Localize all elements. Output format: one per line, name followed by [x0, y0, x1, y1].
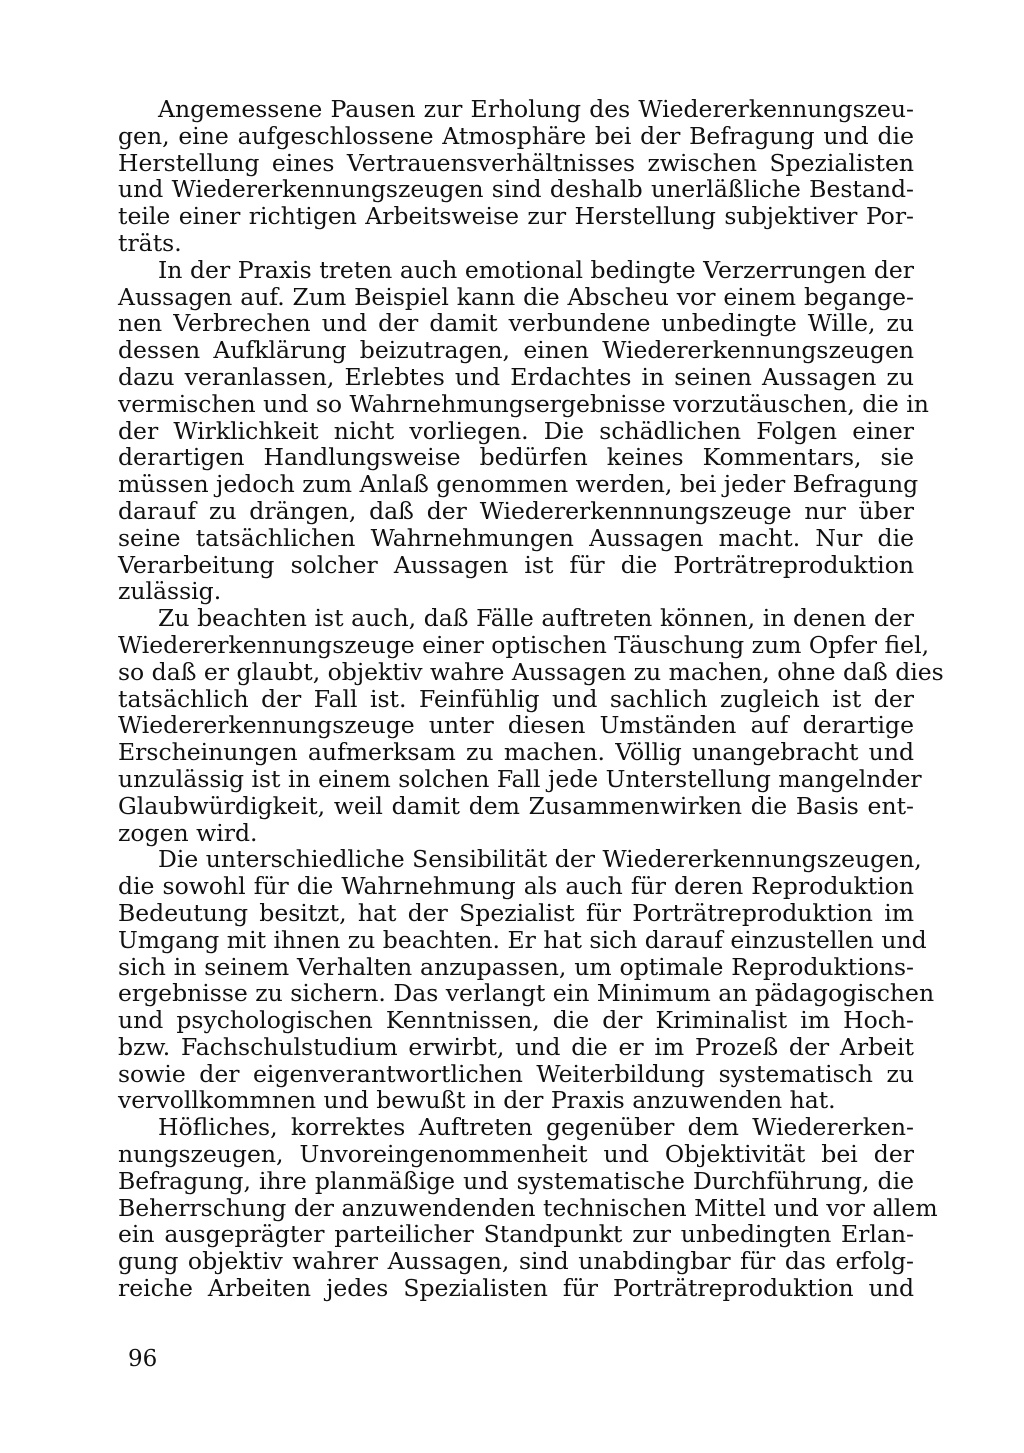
text-line: sich in seinem Verhalten anzupassen, um optimale Reproduktions- [118, 952, 914, 981]
text-line: Umgang mit ihnen zu beachten. Er hat sich darauf einzustellen und [118, 925, 927, 954]
paragraph [118, 604, 944, 847]
text-line: Herstellung eines Vertrauensverhältnisses zwischen Spezialisten [118, 148, 914, 177]
text-line: Wiedererkennungszeuge unter diesen Umständen auf derartige [118, 711, 914, 740]
text-line: zogen wird. [118, 818, 258, 847]
text-line: Wiedererkennungszeuge einer optischen Täuschung zum Opfer fiel, [118, 630, 930, 659]
text-line: Verarbeitung solcher Aussagen ist für die Porträtreproduktion [118, 550, 914, 579]
text-line: der Wirklichkeit nicht vorliegen. Die schädlichen Folgen einer [118, 416, 914, 445]
text-line: so daß er glaubt, objektiv wahre Aussagen zu machen, ohne daß dies [118, 657, 944, 686]
text-line: müssen jedoch zum Anlaß genommen werden, bei jeder Befragung [118, 470, 919, 499]
text-line: die sowohl für die Wahrnehmung als auch für deren Reproduktion [118, 872, 914, 901]
paragraph [118, 255, 929, 606]
text-line: träts. [118, 228, 182, 257]
text-line: Glaubwürdigkeit, weil damit dem Zusammenwirken die Basis ent- [118, 791, 914, 820]
text-line: reiche Arbeiten jedes Spezialisten für Porträtreproduktion und [118, 1274, 914, 1303]
text-line: vervollkommnen und bewußt in der Praxis anzuwenden hat. [118, 1086, 836, 1115]
text-line: darauf zu drängen, daß der Wiedererkennnungszeuge nur über [118, 496, 914, 525]
text-line: In der Praxis treten auch emotional bedingte Verzerrungen der [158, 255, 914, 284]
page-number: 96 [128, 1346, 158, 1372]
text-line: dazu veranlassen, Erlebtes und Erdachtes in seinen Aussagen zu [118, 362, 914, 391]
text-line: ein ausgeprägter parteilicher Standpunkt zur unbedingten Erlan- [118, 1220, 914, 1249]
text-line: teile einer richtigen Arbeitsweise zur Herstellung subjektiver Por- [118, 202, 914, 231]
text-line: ergebnisse zu sichern. Das verlangt ein Minimum an pädagogischen [118, 979, 935, 1008]
text-line: sowie der eigenverantwortlichen Weiterbildung systematisch zu [118, 1059, 914, 1088]
text-line: seine tatsächlichen Wahrnehmungen Aussagen macht. Nur die [118, 523, 914, 552]
text-line: nungszeugen, Unvoreingenommenheit und Objektivität bei der [118, 1140, 914, 1169]
paragraph [118, 845, 935, 1115]
text-line: und psychologischen Kenntnissen, die der Kriminalist im Hoch- [118, 1006, 914, 1035]
text-line: derartigen Handlungsweise bedürfen keines Kommentars, sie [118, 443, 914, 472]
text-line: Aussagen auf. Zum Beispiel kann die Abscheu vor einem begange- [118, 282, 914, 311]
text-line: und Wiedererkennungszeugen sind deshalb unerläßliche Bestand- [118, 175, 914, 204]
text-line: Befragung, ihre planmäßige und systematische Durchführung, die [118, 1166, 914, 1195]
text-line: Bedeutung besitzt, hat der Spezialist für Porträtreproduktion im [118, 898, 914, 927]
paragraph [118, 1113, 938, 1303]
text-line: Angemessene Pausen zur Erholung des Wiedererkennungszeu- [158, 95, 914, 123]
text-line: gung objektiv wahrer Aussagen, sind unabdingbar für das erfolg- [118, 1247, 914, 1276]
text-line: Beherrschung der anzuwendenden technischen Mittel und vor allem [118, 1193, 938, 1222]
text-line: vermischen und so Wahrnehmungsergebnisse vorzutäuschen, die in [118, 389, 929, 418]
text-line: Zu beachten ist auch, daß Fälle auftreten können, in denen der [158, 604, 914, 633]
text-line: tatsächlich der Fall ist. Feinfühlig und sachlich zugleich ist der [118, 684, 914, 713]
text-line: unzulässig ist in einem solchen Fall jede Unterstellung mangelnder [118, 764, 922, 793]
text-line: dessen Aufklärung beizutragen, einen Wiedererkennungszeugen [118, 336, 914, 365]
text-line: nen Verbrechen und der damit verbundene unbedingte Wille, zu [118, 309, 914, 338]
text-line: Die unterschiedliche Sensibilität der Wiedererkennungszeugen, [158, 845, 922, 874]
text-line: Erscheinungen aufmerksam zu machen. Völlig unangebracht und [118, 738, 914, 767]
text-line: gen, eine aufgeschlossene Atmosphäre bei der Befragung und die [118, 121, 914, 150]
text-line: bzw. Fachschulstudium erwirbt, und die er im Prozeß der Arbeit [118, 1032, 914, 1061]
text-line: zulässig. [118, 577, 222, 606]
body-text [118, 95, 944, 1303]
text-line: Höfliches, korrektes Auftreten gegenüber dem Wiedererken- [158, 1113, 914, 1142]
paragraph [118, 96, 914, 257]
